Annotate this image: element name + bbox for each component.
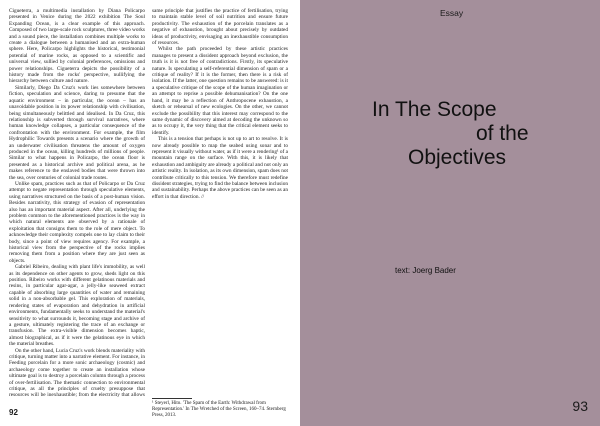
footnote [152,398,288,419]
article-title-line-3: Objectives [408,146,507,169]
paragraph: Similarly, Diego Da Cruz's work lies somewhere between fiction, speculation and science, daring to presume that the aquatic environment – in particular, the ocean – has an unavoidable position in its power relationship with civilisation, being simultaneously belittled and idealised. In Da Cruz, this relationship is subverted through survival narratives, where human knowledge collapses, a particular consequence of the confrontation with the environment. For example, the film Hydrophilic Towards presents a scenario where the growth of an underwater civilisation threatens the amount of oxygen produced in the ocean, killing hundreds of millions of people. Similar to what happens in Policarpo, the ocean floor is presented as a historical archive and political arena, as he makes reference to the enslaved bodies that were thrown into the sea, over centuries of colonial trade routes. [9,84,145,181]
article-title-line-2: of the [476,122,529,145]
page-number-left: 92 [9,408,18,417]
text-column-2 [152,8,288,398]
author-credit: text: Joerg Bader [395,266,456,275]
right-page [300,0,600,426]
paragraph: Cigueterra, a multimedia installation by Diana Policarpo presented in Venice during the 2022 exhibition The Soul Expanding Ocean, is a clear example of this approach. Composed of two large-scale rock sculptures, three video works and a sound piece, the installation combines multiple works to create a dialogue between a humanised and an extra-human sphere. Here, Policarpo highlights the historical, testimonial potential of marine rocks, as opposed to a scientific and universal view, sullied by colonial preferences, omissions and power relationships. Cigueterra depicts the possibility of a history made from the rocks' perspective, nullifying the hierarchy between culture and nature. [9,8,145,85]
paragraph: Unlike spam, practices such as that of Policarpo or Da Cruz attempt to negate representation through speculative elements, using narratives structured on the basis of a post-human vision. Besides narrativity, this strategy of evasion of representation also has an important material aspect. After all, underlying the problem common to the aforementioned practices is the way in which natural elements are observed by a rationale of exploitation that consigns them to the role of mere object. To acknowledge their complexity compels one to lay claim to their body, since a point of view requires agency. For example, a historical view from the perspective of the rocks implies removing them from a position where they are just seen as objects. [9,180,145,264]
paragraph: On the other hand, Lucia Cruz's work blends materiality with critique, turning matter into a narrative element. For instance, in Feeding porcelain for a more sonic archaeology (cosmic) and archaeology come together to create an installation whose ultimate goal is to destroy a porcelain column through a process of over-fertilisation. The thematic connection to environmental critique, as all the principles of cruelty presuppose that resources will be inexhaustible; from the electricity that allows [9,347,145,398]
paragraph: Gabriel Ribeiro, dealing with plant life's immobility, as well as its dependence on other agents to grow, sheds light on this position. Ribeiro works with different gelatinous materials and resins, in particular agar-agar, a jelly-like seaweed extract capable of absorbing large quantities of water and remaining solid in a non-absorbable gel. This exploration of materials, rendering states of evaporation and dehydration in artificial environments, fundamentally seeks to understand the material's sensitivity to what surrounds it, becoming stage and archive of a gesture, ultimately registering the trace of an exchange or transfusion. The extra-visible dimension becomes haptic, almost biographical, as if it were the gelatinous eye in which the material breathes. [9,264,145,348]
paragraph: same principle that justifies the practice of fertilisation, trying to maintain stable level of soil nutrition and ensure future productivity. The exhaustion of the porcelain translates as a negative of exhaustion, brought about precisely by outdated ideas of productivity, envisaging an inexhaustible consumption of resources. [152,8,288,47]
paragraph: This is a tension that perhaps is not up to art to resolve. It is now already possible to map the seabed using sonar and to represent it visually without water, as if it were a rendering¹ of a mountain range on the surface. With this, it is likely that exhaustion and ambiguity are already a political and not only an artistic reality. In isolation, as its own dimension, spam does not contribute critically to this tension. We therefore must redefine dissident strategies, trying to find the balance between inclusion and sustainability. Perhaps the above practices can be seen as an effort in that direction. // [152,136,288,200]
footnote-text: ¹ Steyerl, Hito. 'The Spam of the Earth: Withdrawal from Representation.' In The Wretched of the Screen, 160–74. Sternberg Press, 2013. [152,401,286,418]
page-number-right: 93 [572,398,588,414]
paragraph: Whilst the path proceeded by these artistic practices manages to present a dissident approach beyond exclusion, the truth is it is not free of contradictions. Firstly, its speculative nature. Is speculating a self-referential dimension of spam or a critique of reality? If it is the former, then there is a risk of isolation. If the latter, one question remains to be answered: is it a speculative critique of the scope of the human imagination or an attempt to reprise a possible dehumanisation? On the one hand, it may be a reflection of Anthropocene exhaustion, a sketch or rehearsal of new ecologies. On the other, we cannot exclude the possibility that this interest may correspond to the same dynamic of discovery aimed at decoding the unknown so as to occupy it, the very thing that the critical element seeks to identify. [152,46,288,136]
text-column-1 [9,8,145,398]
section-label: Essay [440,8,464,18]
footnote-rule [152,398,192,399]
article-title-line-1: In The Scope [372,98,497,121]
